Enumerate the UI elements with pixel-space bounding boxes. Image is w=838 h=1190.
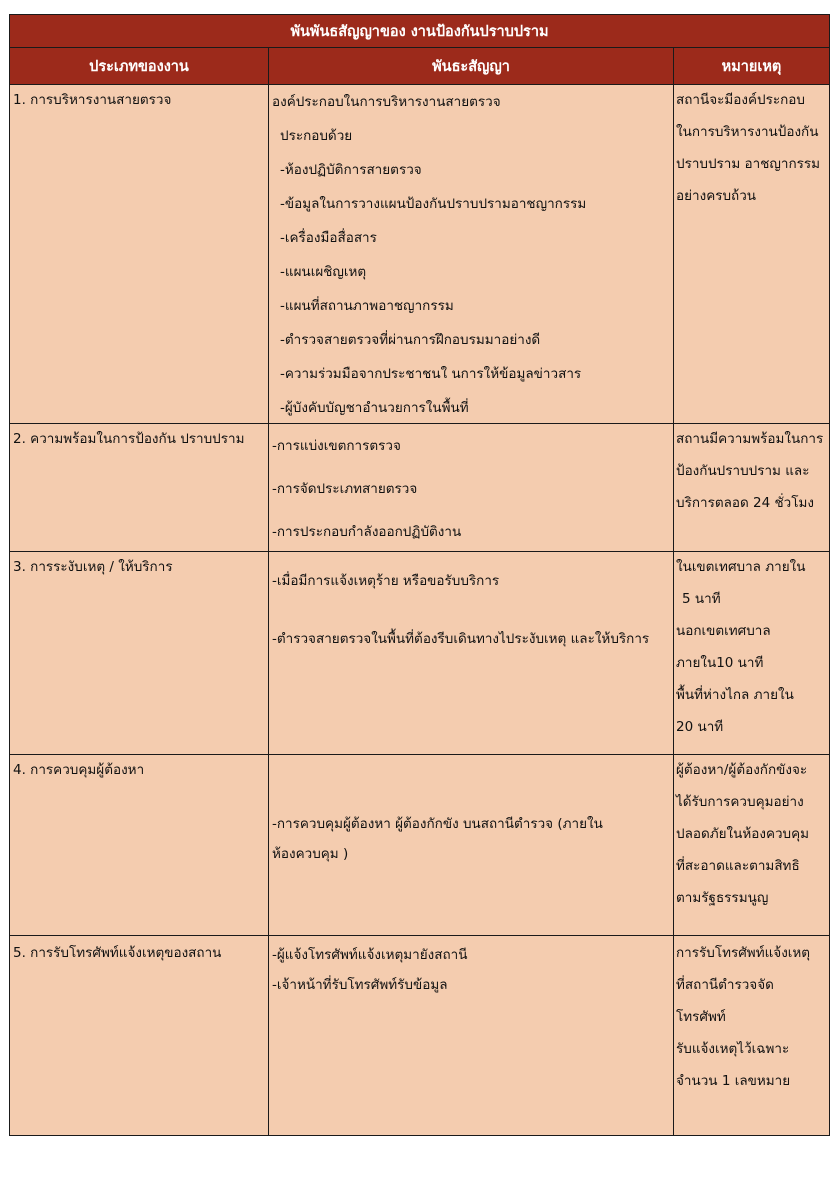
remark-line: ที่สถานีตำรวจจัด xyxy=(676,977,774,993)
remark-cell xyxy=(674,936,830,1136)
remark-cell xyxy=(674,85,830,424)
category-text: 4. การควบคุมผู้ต้องหา xyxy=(13,762,145,778)
remark-line: ได้รับการควบคุมอย่าง xyxy=(676,794,804,810)
remark-cell xyxy=(674,424,830,552)
commitment-line: องค์ประกอบในการบริหารงานสายตรวจ xyxy=(272,94,501,110)
commitment-cell xyxy=(269,755,674,936)
category-cell xyxy=(10,424,269,552)
commitment-line: -การแบ่งเขตการตรวจ xyxy=(272,438,401,454)
commitment-line: -ข้อมูลในการวางแผนป้องกันปราบปรามอาชญากรรม xyxy=(280,196,587,212)
category-text: 5. การรับโทรศัพท์แจ้งเหตุของสถาน xyxy=(13,945,222,961)
remark-line: 5 นาที xyxy=(682,591,721,607)
commitment-line: -เจ้าหน้าที่รับโทรศัพท์รับข้อมูล xyxy=(272,977,448,993)
commitment-line: -แผนที่สถานภาพอาชญากรรม xyxy=(280,298,454,314)
remark-line: พื้นที่ห่างไกล ภายใน xyxy=(676,687,794,703)
commitment-cell xyxy=(269,85,674,424)
category-cell xyxy=(10,755,269,936)
commitment-line: -ตำรวจสายตรวจที่ผ่านการฝึกอบรมมาอย่างดี xyxy=(280,332,541,348)
table-row-3 xyxy=(10,552,830,755)
title-row xyxy=(10,15,830,48)
remark-cell xyxy=(674,552,830,755)
remark-line: ปลอดภัยในห้องควบคุม xyxy=(676,826,810,842)
category-text: 1. การบริหารงานสายตรวจ xyxy=(13,92,172,108)
commitment-line: ประกอบด้วย xyxy=(280,128,353,144)
remark-line: ภายใน10 นาที xyxy=(676,655,764,671)
remark-line: ปราบปราม อาชญากรรม xyxy=(676,156,821,172)
remark-line: บริการตลอด 24 ชั่วโมง xyxy=(676,495,814,511)
table-row-2 xyxy=(10,424,830,552)
table-title: พันพันธสัญญาของ งานป้องกันปราบปราม xyxy=(10,15,830,48)
commitment-cell xyxy=(269,936,674,1136)
remark-line: ผู้ต้องหา/ผู้ต้องกักขังจะ xyxy=(676,762,808,778)
commitment-line: -ผู้บังคับบัญชาอำนวยการในพื้นที่ xyxy=(280,400,469,416)
header-remark: หมายเหตุ xyxy=(674,48,830,85)
table-row-5 xyxy=(10,936,830,1136)
commitment-line: -ห้องปฏิบัติการสายตรวจ xyxy=(280,162,422,178)
remark-line: ในเขตเทศบาล ภายใน xyxy=(676,559,806,575)
commitment-line: -ความร่วมมือจากประชาชนใ นการให้ข้อมูลข่าวสาร xyxy=(280,366,582,382)
table-row-4 xyxy=(10,755,830,936)
commitment-line: -แผนเผชิญเหตุ xyxy=(280,264,367,280)
commitment-line: -ผู้แจ้งโทรศัพท์แจ้งเหตุมายังสถานี xyxy=(272,947,468,963)
commitment-line: -การจัดประเภทสายตรวจ xyxy=(272,481,418,497)
commitment-line: -เมื่อมีการแจ้งเหตุร้าย หรือขอรับบริการ xyxy=(272,573,500,589)
header-category: ประเภทของงาน xyxy=(10,48,269,85)
remark-cell xyxy=(674,755,830,936)
commitment-cell xyxy=(269,424,674,552)
remark-line: จำนวน 1 เลขหมาย xyxy=(676,1073,791,1089)
remark-line: นอกเขตเทศบาล xyxy=(676,623,771,639)
remark-line: โทรศัพท์ xyxy=(676,1009,726,1025)
commitment-table xyxy=(9,14,830,1136)
commitment-line: ห้องควบคุม ) xyxy=(272,846,349,862)
category-text: 2. ความพร้อมในการป้องกัน ปราบปราม xyxy=(13,431,245,447)
header-row xyxy=(10,48,830,85)
category-cell xyxy=(10,552,269,755)
commitment-cell xyxy=(269,552,674,755)
remark-line: สถานีจะมีองค์ประกอบ xyxy=(676,92,805,108)
remark-line: 20 นาที xyxy=(676,719,724,735)
remark-line: อย่างครบถ้วน xyxy=(676,188,757,204)
remark-line: ในการบริหารงานป้องกัน xyxy=(676,124,819,140)
commitment-line: -การควบคุมผู้ต้องหา ผู้ต้องกักขัง บนสถานีตำรวจ (ภายใน xyxy=(272,816,603,832)
remark-line: การรับโทรศัพท์แจ้งเหตุ xyxy=(676,945,811,961)
category-cell xyxy=(10,936,269,1136)
commitment-line: -เครื่องมือสื่อสาร xyxy=(280,230,377,246)
remark-line: ที่สะอาดและตามสิทธิ xyxy=(676,858,800,874)
remark-line: ตามรัฐธรรมนูญ xyxy=(676,890,769,906)
category-cell xyxy=(10,85,269,424)
remark-line: สถานมีความพร้อมในการ xyxy=(676,431,824,447)
commitment-line: -ตำรวจสายตรวจในพื้นที่ต้องรีบเดินทางไประงับเหตุ และให้บริการ xyxy=(272,631,650,647)
category-text: 3. การระงับเหตุ / ให้บริการ xyxy=(13,559,173,575)
remark-line: รับแจ้งเหตุไว้เฉพาะ xyxy=(676,1041,790,1057)
table-row-1 xyxy=(10,85,830,424)
commitment-line: -การประกอบกำลังออกปฏิบัติงาน xyxy=(272,524,462,540)
header-commitment: พันธะสัญญา xyxy=(269,48,674,85)
remark-line: ป้องกันปราบปราม และ xyxy=(676,463,810,479)
